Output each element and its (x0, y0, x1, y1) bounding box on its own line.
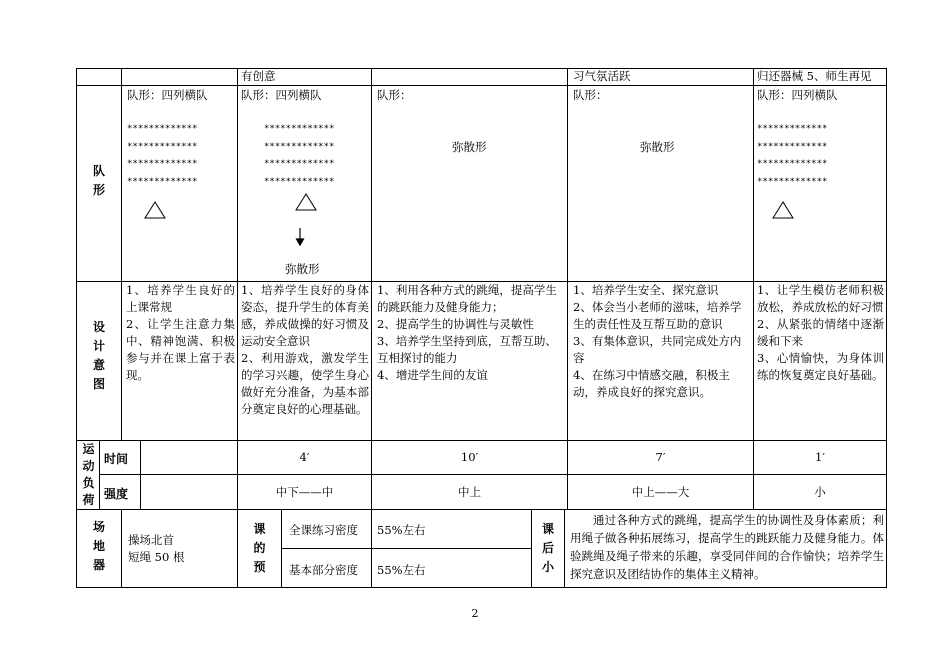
intensity-value: 中上 (458, 485, 481, 499)
venue-label-text: 场地器 (92, 520, 105, 572)
time-label: 时间 (104, 452, 129, 466)
design-col6: 1、让学生模仿老师积极放松，养成放松的好习惯 2、从紧张的情绪中逐渐缓和下来 3、心情愉快，为身体训练的恢复奠定良好基础。 (757, 283, 884, 382)
time-value: 7′ (655, 450, 666, 464)
load-label-text: 运动负荷 (82, 442, 95, 507)
formation-col4-title: 队形： (377, 88, 412, 102)
time-value: 1′ (815, 450, 825, 464)
summary-label (532, 520, 564, 577)
time-value: 4′ (299, 450, 310, 464)
header-col3: 有创意 (241, 69, 276, 83)
formation-col6-title: 队形：四列横队 (757, 88, 838, 102)
arrow-down-icon (297, 228, 304, 245)
design-col4: 1、利用各种方式的跳绳，提高学生的跳跃能力及健身能力； 2、提高学生的协调性与灵敏性 3、培养学生坚持到底，互帮互助、互相探讨的能力 4、增进学生间的友谊 (377, 283, 557, 382)
formation-col3-scatter: 弥散形 (285, 262, 320, 276)
intensity-value: 小 (814, 485, 826, 499)
design-label (78, 318, 120, 394)
teacher-triangle-icon (145, 202, 165, 218)
time-value: 10′ (460, 450, 479, 464)
teacher-triangle-icon (296, 194, 316, 210)
venue-value: 操场北首 短绳 50 根 (128, 533, 185, 564)
design-col5: 1、培养学生安全、探究意识 2、体会当小老师的滋味，培养学生的责任性及互帮互助的意识 3、有集体意识，共同完成处方内容 4、在练习中情感交融，积极主动，养成良好的探究意识。 (573, 283, 742, 399)
formation-label (78, 162, 120, 200)
load-label (78, 441, 99, 509)
design-label-text: 设计意图 (92, 320, 105, 391)
intensity-label: 强度 (104, 487, 129, 501)
density-total-label: 全课练习密度 (289, 523, 358, 537)
intensity-value: 中下——中 (275, 485, 334, 499)
page-number: 2 (471, 607, 479, 620)
formation-col4-scatter: 弥散形 (452, 140, 487, 154)
forecast-label (238, 520, 281, 577)
teacher-triangle-icon (773, 202, 793, 218)
header-col6: 归还器械 5、师生再见 (757, 69, 872, 83)
formation-col6-stars: ************* ************* ************* ************* (757, 124, 828, 187)
density-total-value: 55%左右 (377, 523, 426, 537)
header-col5: 习气氛活跃 (573, 69, 631, 83)
design-col3: 1、培养学生良好的身体姿态，提升学生的体育美感，养成做操的好习惯及运动安全意识 2、利用游戏，激发学生的学习兴趣，使学生身心做好充分准备，为基本部分奠定良好的心理基础。 (241, 283, 369, 416)
density-basic-value: 55%左右 (377, 563, 426, 577)
formation-col2-stars: ************* ************* ************* ************* (127, 124, 198, 187)
formation-col5-scatter: 弥散形 (640, 140, 675, 154)
formation-label-text: 队形 (92, 164, 105, 197)
formation-col3-title: 队形：四列横队 (241, 88, 322, 102)
density-basic-label: 基本部分密度 (289, 563, 358, 577)
design-col2: 1、培养学生良好的上课常规 2、让学生注意力集中、精神饱满、积极参与并在课上富于表现。 (126, 283, 235, 382)
forecast-label-text: 课的预 (253, 522, 266, 574)
formation-col3-stars: ************* ************* ************* ************* (264, 124, 335, 187)
summary-label-text: 课后小 (541, 522, 554, 574)
venue-label (78, 518, 120, 575)
formation-col5-title: 队形： (573, 88, 608, 102)
summary-text: 通过各种方式的跳绳，提高学生的协调性及身体素质；利用绳子做各种拓展练习，提高学生的跳跃能力及健身能力。体验跳绳及绳子带来的乐趣，享受同伴间的合作愉快；培养学生探究意识及团结协作的集体主义精神。 (570, 513, 884, 581)
intensity-value: 中上——大 (631, 485, 690, 499)
formation-col2-title: 队形：四列横队 (127, 88, 208, 102)
